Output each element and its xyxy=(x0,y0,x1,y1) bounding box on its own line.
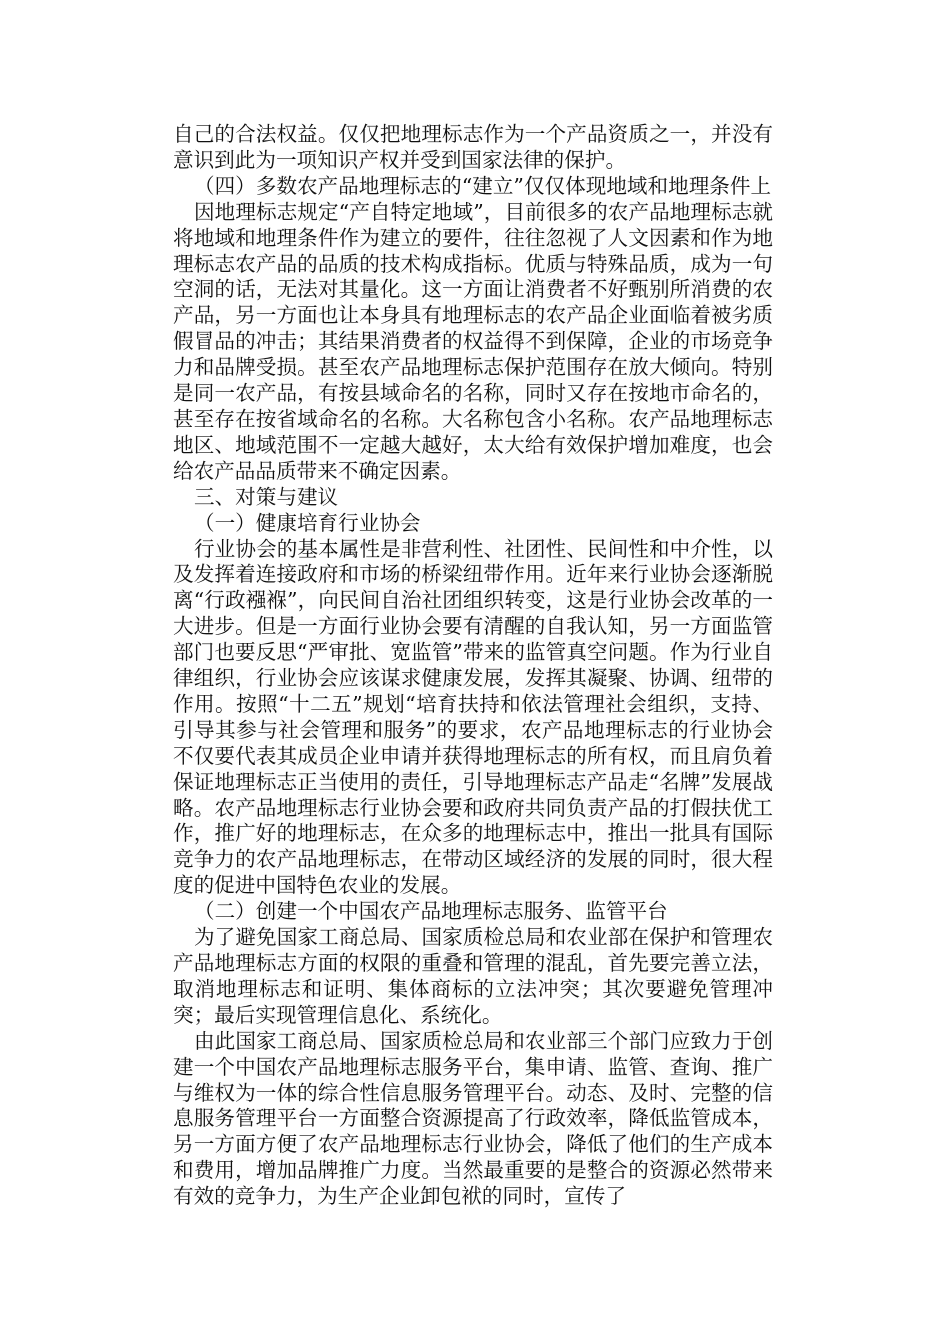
paragraph-continuation: 自己的合法权益。仅仅把地理标志作为一个产品资质之一，并没有意识到此为一项知识产权并受到国家法律的保护。 xyxy=(173,122,773,172)
paragraph-avoid-overlap: 为了避免国家工商总局、国家质检总局和农业部在保护和管理农产品地理标志方面的权限的重叠和管理的混乱，首先要完善立法，取消地理标志和证明、集体商标的立法冲突；其次要避免管理冲突；最后实现管理信息化、系统化。 xyxy=(173,925,773,1027)
subsection-heading-2: （二）创建一个中国农产品地理标志服务、监管平台 xyxy=(194,899,668,924)
subsection-heading-1: （一）健康培育行业协会 xyxy=(194,510,421,535)
section-heading-countermeasures: 三、对策与建议 xyxy=(194,484,339,509)
paragraph-service-platform: 由此国家工商总局、国家质检总局和农业部三个部门应致力于创建一个中国农产品地理标志服务平台，集申请、监管、查询、推广与维权为一体的综合性信息服务管理平台。动态、及时、完整的信息服务管理平台一方面整合资源提高了行政效率，降低监管成本，另一方面方便了农产品地理标志行业协会，降低了他们的生产成本和费用，增加品牌推广力度。当然最重要的是整合的资源必然带来有效的竞争力，为生产企业卸包袱的同时，宣传了 xyxy=(173,1028,773,1209)
paragraph-geographic-conditions: 因地理标志规定“产自特定地域”，目前很多的农产品地理标志就将地域和地理条件作为建立的要件，往往忽视了人文因素和作为地理标志农产品的品质的技术构成指标。优质与特殊品质，成为一句空洞的话，无法对其量化。这一方面让消费者不好甄别所消费的农产品，另一方面也让本身具有地理标志的农产品企业面临着被劣质假冒品的冲击；其结果消费者的权益得不到保障，企业的市场竞争力和品牌受损。甚至农产品地理标志保护范围存在放大倾向。特别是同一农产品，有按县域命名的名称，同时又存在按地市命名的，甚至存在按省域命名的名称。大名称包含小名称。农产品地理标志地区、地域范围不一定越大越好，太大给有效保护增加难度，也会给农产品品质带来不确定因素。 xyxy=(173,199,773,483)
document-body xyxy=(173,122,773,1210)
section-heading-4: （四）多数农产品地理标志的“建立”仅仅体现地域和地理条件上 xyxy=(194,173,772,198)
paragraph-industry-association: 行业协会的基本属性是非营利性、社团性、民间性和中介性，以及发挥着连接政府和市场的桥梁纽带作用。近年来行业协会逐渐脱离“行政襁褓”，向民间自治社团组织转变，这是行业协会改革的一大进步。但是一方面行业协会要有清醒的自我认知，另一方面监管部门也要反思“严审批、宽监管”带来的监管真空问题。作为行业自律组织，行业协会应该谋求健康发展，发挥其凝聚、协调、纽带的作用。按照“十二五”规划“培育扶持和依法管理社会组织，支持、引导其参与社会管理和服务”的要求，农产品地理标志的行业协会不仅要代表其成员企业申请并获得地理标志的所有权，而且肩负着保证地理标志正当使用的责任，引导地理标志产品走“名牌”发展战略。农产品地理标志行业协会要和政府共同负责产品的打假扶优工作，推广好的地理标志，在众多的地理标志中，推出一批具有国际竞争力的农产品地理标志，在带动区域经济的发展的同时，很大程度的促进中国特色农业的发展。 xyxy=(173,536,773,898)
